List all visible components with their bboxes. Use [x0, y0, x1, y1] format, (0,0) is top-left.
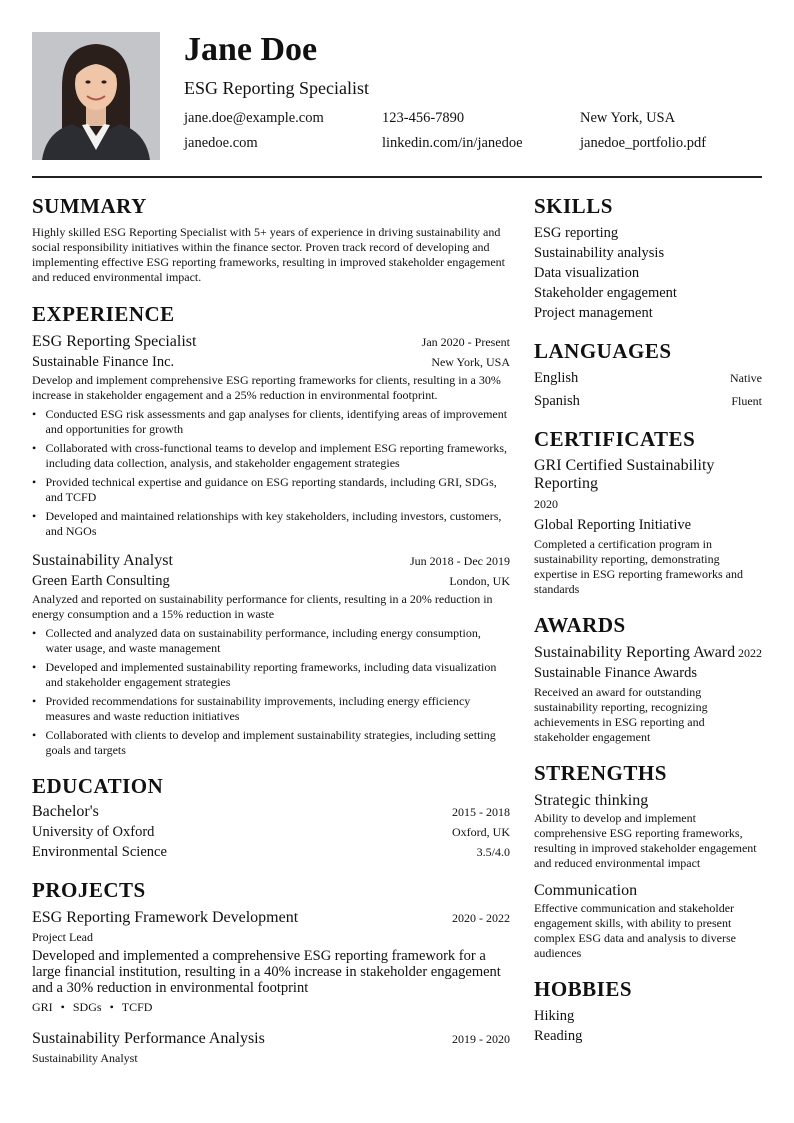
job-title: ESG Reporting Specialist [184, 78, 369, 98]
location: New York, USA [580, 110, 676, 126]
school-name: University of Oxford [32, 824, 155, 840]
job-description: Analyzed and reported on sustainability performance for clients, resulting in a 20% reduction in energy consumption and a 15% reduction in waste [32, 592, 493, 621]
job-role: ESG Reporting Specialist [32, 333, 197, 350]
job-bullets [32, 407, 510, 539]
experience-entry [32, 332, 510, 539]
education-heading: EDUCATION [32, 774, 164, 798]
project-name: Sustainability Performance Analysis [32, 1030, 265, 1047]
experience-entry [32, 551, 510, 758]
strength-description: Ability to develop and implement comprehensive ESG reporting frameworks, resulting in improved stakeholder engagement and reduced environmental impact [534, 811, 757, 870]
certificates-heading: CERTIFICATES [534, 427, 696, 451]
hobby-item: Reading [534, 1028, 583, 1044]
list-item: • Conducted ESG risk assessments and gap analyses for clients, identifying areas of improvement and opportunities for growth [32, 407, 510, 437]
portfolio-link[interactable]: janedoe_portfolio.pdf [580, 135, 707, 151]
certificate-description: Completed a certification program in sustainability reporting, demonstrating expertise in ESG reporting frameworks and standards [534, 537, 743, 596]
list-item: • Developed and implemented sustainability reporting frameworks, including data visualization and stakeholder engagement strategies [32, 660, 510, 690]
projects-heading: PROJECTS [32, 878, 146, 902]
left-column [32, 192, 510, 1066]
language-name: Spanish [534, 393, 580, 409]
gpa: 3.5/4.0 [476, 845, 510, 859]
education-dates: 2015 - 2018 [452, 805, 510, 819]
profile-photo [32, 32, 160, 160]
list-item: • Collaborated with cross-functional teams to develop and implement ESG reporting frameworks, including data collection, analysis, and stakeholder engagement strategies [32, 441, 510, 471]
list-item: • Collaborated with clients to develop and implement sustainability strategies, including setting goals and targets [32, 728, 510, 758]
project-tags: GRI • SDGs • TCFD [32, 1000, 153, 1014]
phone-number[interactable]: 123-456-7890 [382, 110, 465, 126]
summary-section [32, 192, 510, 285]
job-location: New York, USA [431, 355, 510, 369]
award-issuer: Sustainable Finance Awards [534, 665, 697, 681]
projects-section [32, 876, 510, 1066]
school-location: Oxford, UK [452, 825, 510, 839]
certificate-year: 2020 [534, 497, 558, 511]
experience-heading: EXPERIENCE [32, 302, 175, 326]
strength-name: Strategic thinking [534, 792, 649, 809]
experience-section [32, 300, 510, 758]
language-level: Native [730, 371, 762, 385]
strength-entry [534, 791, 762, 871]
job-location: London, UK [449, 574, 510, 588]
job-dates: Jun 2018 - Dec 2019 [410, 554, 510, 568]
project-dates: 2019 - 2020 [452, 1032, 510, 1046]
list-item: • Developed and maintained relationships with key stakeholders, including investors, customers, and NGOs [32, 509, 510, 539]
awards-heading: AWARDS [534, 613, 626, 637]
list-item: • Collected and analyzed data on sustainability performance, including energy consumption, water usage, and waste management [32, 626, 510, 656]
hobbies-section [534, 975, 762, 1046]
certificates-section [534, 425, 762, 597]
job-description: Develop and implement comprehensive ESG reporting frameworks for clients, resulting in a 30% increase in stakeholder engagement and a 25% reduction in environmental footprint. [32, 373, 501, 402]
list-item: • Provided recommendations for sustainability improvements, including energy efficiency measures and waste reduction initiatives [32, 694, 510, 724]
job-dates: Jan 2020 - Present [421, 335, 510, 349]
degree: Bachelor's [32, 803, 99, 820]
award-description: Received an award for outstanding sustainability reporting, recognizing achievements in ESG reporting and stakeholder engagement [534, 685, 708, 744]
project-description: Developed and implemented a comprehensive ESG reporting framework for a large financial institution, resulting in a 40% increase in stakeholder engagement and a 30% reduction in environmental footprint [32, 948, 501, 996]
company-name: Green Earth Consulting [32, 573, 170, 589]
skill-item: ESG reporting [534, 225, 619, 241]
skills-section [534, 192, 762, 323]
award-name: Sustainability Reporting Award [534, 644, 736, 661]
skill-item: Sustainability analysis [534, 245, 665, 261]
header-divider [32, 176, 762, 178]
education-section [32, 772, 510, 862]
project-entry [32, 1029, 510, 1066]
strengths-heading: STRENGTHS [534, 761, 667, 785]
website-link[interactable]: janedoe.com [184, 135, 258, 151]
language-level: Fluent [731, 394, 762, 408]
skills-heading: SKILLS [534, 194, 613, 218]
hobby-item: Hiking [534, 1008, 575, 1024]
email-link[interactable]: jane.doe@example.com [184, 110, 324, 126]
languages-heading: LANGUAGES [534, 339, 672, 363]
summary-text: Highly skilled ESG Reporting Specialist with 5+ years of experience in driving sustainability and social responsibility initiatives within the finance sector. Proven track record of developing and implementing effective ESG reporting frameworks, resulting in improved stakeholder engagement and reduced environmental impact. [32, 225, 505, 284]
strength-description: Effective communication and stakeholder engagement skills, with ability to present complex ESG data and analysis to diverse audiences [534, 901, 736, 960]
project-role: Sustainability Analyst [32, 1051, 138, 1065]
project-dates: 2020 - 2022 [452, 911, 510, 925]
certificate-issuer: Global Reporting Initiative [534, 517, 692, 533]
strengths-section [534, 759, 762, 961]
project-entry [32, 908, 510, 1015]
certificate-name: GRI Certified Sustainability Reporting [534, 457, 715, 492]
hobbies-heading: HOBBIES [534, 977, 633, 1001]
job-bullets [32, 626, 510, 758]
field-of-study: Environmental Science [32, 844, 167, 860]
company-name: Sustainable Finance Inc. [32, 354, 175, 370]
language-name: English [534, 370, 579, 386]
project-name: ESG Reporting Framework Development [32, 909, 299, 926]
strength-name: Communication [534, 882, 638, 899]
candidate-name: Jane Doe [184, 31, 318, 68]
linkedin-link[interactable]: linkedin.com/in/janedoe [382, 135, 523, 151]
tag: GRI [32, 1000, 53, 1014]
languages-section [534, 337, 762, 411]
tag: SDGs [72, 1000, 102, 1014]
project-role: Project Lead [32, 930, 93, 944]
job-role: Sustainability Analyst [32, 552, 173, 569]
list-item: • Provided technical expertise and guidance on ESG reporting standards, including GRI, SDGs, and TCFD [32, 475, 510, 505]
summary-heading: SUMMARY [32, 194, 147, 218]
right-column [534, 192, 762, 1046]
skill-item: Data visualization [534, 265, 640, 281]
awards-section [534, 611, 762, 745]
strength-entry [534, 881, 762, 961]
skill-item: Project management [534, 305, 653, 321]
tag: TCFD [121, 1000, 153, 1014]
award-year: 2022 [738, 646, 762, 660]
skill-item: Stakeholder engagement [534, 285, 677, 301]
